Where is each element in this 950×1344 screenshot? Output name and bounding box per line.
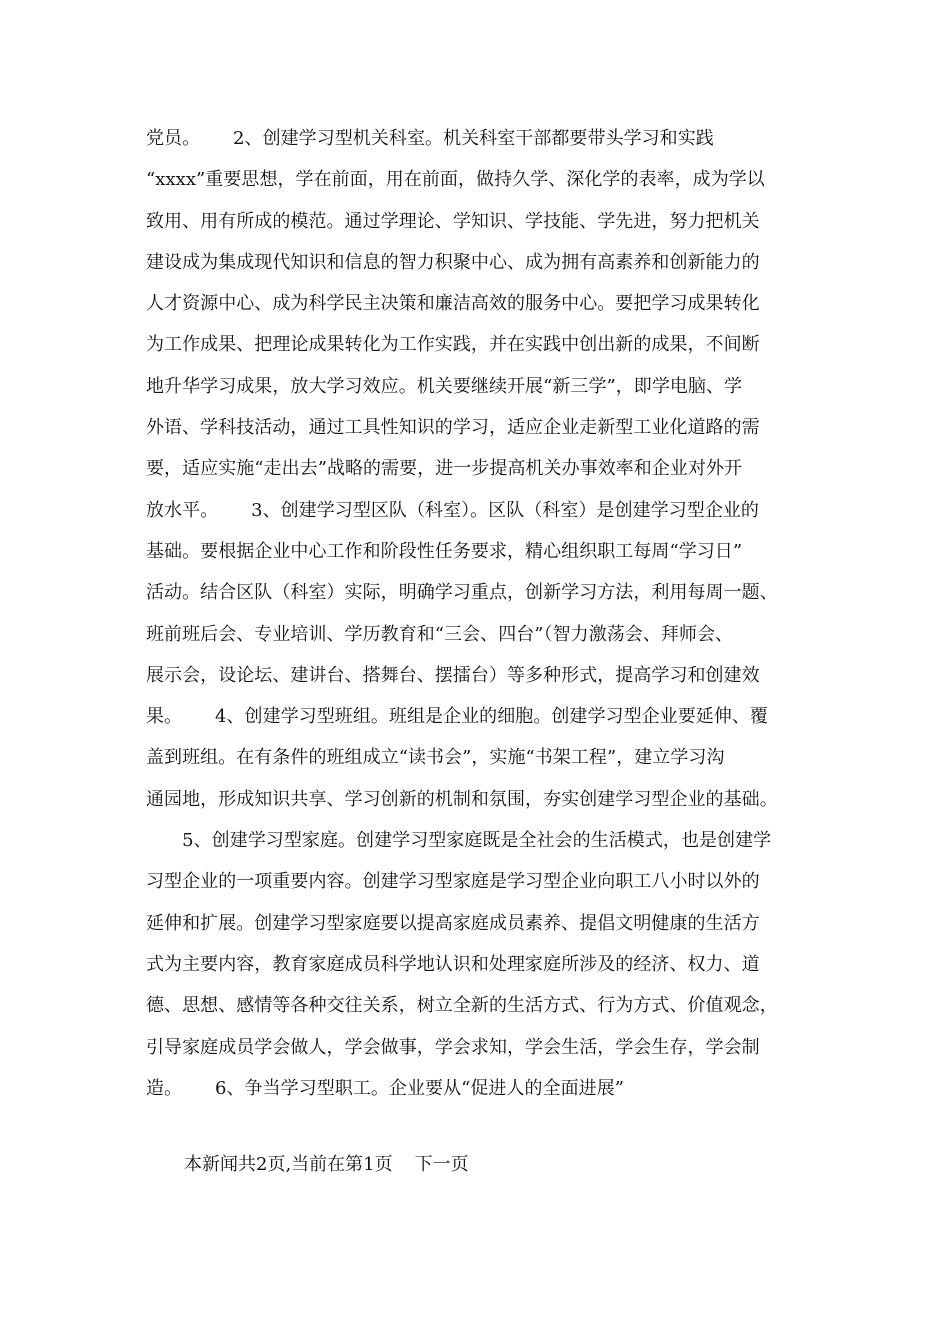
next-page-link[interactable]: 下一页 — [414, 1154, 469, 1175]
text-line: 为工作成果、把理论成果转化为工作实践，并在实践中创出新的成果，不间断 — [146, 334, 760, 356]
text-line: “xxxx”重要思想，学在前面，用在前面，做持久学、深化学的表率，成为学以 — [146, 169, 765, 191]
text-line: 活动。结合区队（科室）实际，明确学习重点，创新学习方法，利用每周一题、 — [146, 582, 778, 604]
text-line: 班前班后会、专业培训、学历教育和“三会、四台”（智力激荡会、拜师会、 — [146, 623, 734, 645]
text-line: 通园地，形成知识共享、学习创新的机制和氛围，夯实创建学习型企业的基础。 — [146, 788, 778, 810]
text-line: 放水平。 3、创建学习型区队（科室）。区队（科室）是创建学习型企业的 — [146, 499, 759, 521]
text-line: 延伸和扩展。创建学习型家庭要以提高家庭成员素养、提倡文明健康的生活方 — [146, 912, 760, 934]
text-line: 造。 6、争当学习型职工。企业要从“促进人的全面进展” — [146, 1077, 625, 1099]
text-line: 基础。要根据企业中心工作和阶段性任务要求，精心组织职工每周“学习日” — [146, 540, 743, 562]
article-body — [146, 118, 811, 1109]
text-line: 习型企业的一项重要内容。创建学习型家庭是学习型企业向职工八小时以外的 — [146, 871, 760, 893]
page-info-text: 本新闻共2页,当前在第1页 — [184, 1154, 393, 1175]
text-line: 外语、学科技活动，通过工具性知识的学习，适应企业走新型工业化道路的需 — [146, 417, 760, 439]
text-line: 盖到班组。在有条件的班组成立“读书会”，实施“书架工程”，建立学习沟 — [146, 747, 725, 769]
text-line: 地升华学习成果，放大学习效应。机关要继续开展“新三学”，即学电脑、学 — [146, 375, 743, 397]
text-line: 人才资源中心、成为科学民主决策和廉洁高效的服务中心。要把学习成果转化 — [146, 293, 760, 315]
text-line: 引导家庭成员学会做人，学会做事，学会求知，学会生活，学会生存，学会制 — [146, 1036, 760, 1058]
text-line: 要，适应实施“走出去”战略的需要，进一步提高机关办事效率和企业对外开 — [146, 458, 743, 480]
text-line: 5、创建学习型家庭。创建学习型家庭既是全社会的生活模式，也是创建学 — [146, 830, 772, 852]
text-line: 建设成为集成现代知识和信息的智力积聚中心、成为拥有高素养和创新能力的 — [146, 251, 760, 273]
text-line: 展示会，设论坛、建讲台、搭舞台、摆擂台）等多种形式，提高学习和创建效 — [146, 664, 760, 686]
pagination-footer — [184, 1150, 469, 1180]
text-line: 式为主要内容，教育家庭成员科学地认识和处理家庭所涉及的经济、权力、道 — [146, 953, 760, 975]
text-line: 果。 4、创建学习型班组。班组是企业的细胞。创建学习型企业要延伸、覆 — [146, 706, 768, 728]
text-line: 致用、用有所成的模范。通过学理论、学知识、学技能、学先进，努力把机关 — [146, 210, 760, 232]
text-line: 党员。 2、创建学习型机关科室。机关科室干部都要带头学习和实践 — [146, 128, 714, 149]
text-line: 德、思想、感情等各种交往关系，树立全新的生活方式、行为方式、价值观念， — [146, 995, 778, 1017]
